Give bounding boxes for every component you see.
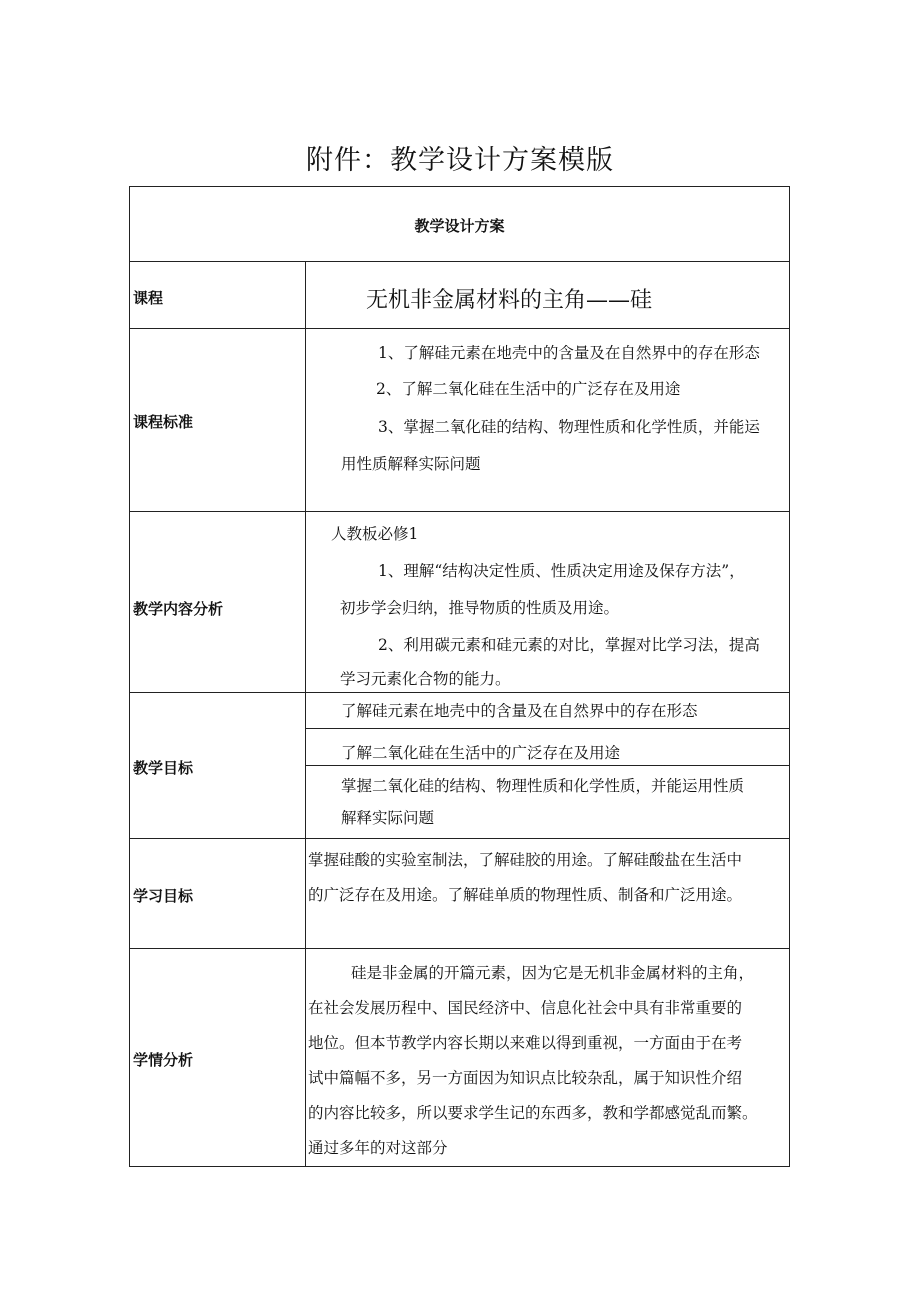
row-divider — [130, 838, 789, 839]
learner-analysis-line: 地位。但本节教学内容长期以来难以得到重视，一方面由于在考 — [308, 1034, 743, 1052]
teaching-goal-1: 了解硅元素在地壳中的含量及在自然界中的存在形态 — [341, 702, 698, 720]
document-title: 附件：教学设计方案模版 — [306, 145, 614, 176]
row-divider — [130, 948, 789, 949]
row-divider — [306, 765, 789, 766]
course-name: 无机非金属材料的主角——硅 — [366, 288, 653, 313]
content-analysis-label: 教学内容分析 — [133, 600, 224, 618]
standard-line: 2、了解二氧化硅在生活中的广泛存在及用途 — [376, 380, 681, 398]
row-divider — [130, 261, 789, 262]
course-label: 课程 — [133, 289, 164, 307]
teaching-goals-label: 教学目标 — [133, 759, 194, 777]
content-analysis-line: 2、利用碳元素和硅元素的对比，掌握对比学习法，提高 — [378, 636, 760, 654]
row-divider — [306, 728, 789, 729]
standard-line: 1、了解硅元素在地壳中的含量及在自然界中的存在形态 — [378, 344, 760, 362]
learning-goals-line: 掌握硅酸的实验室制法，了解硅胶的用途。了解硅酸盐在生活中 — [308, 851, 743, 869]
row-divider — [130, 328, 789, 329]
teaching-goal-3-line: 掌握二氧化硅的结构、物理性质和化学性质，并能运用性质 — [341, 777, 745, 795]
learner-analysis-label: 学情分析 — [133, 1051, 194, 1069]
standard-line: 3、掌握二氧化硅的结构、物理性质和化学性质，并能运 — [378, 418, 760, 436]
learning-goals-label: 学习目标 — [133, 887, 194, 905]
learner-analysis-line: 在社会发展历程中、国民经济中、信息化社会中具有非常重要的 — [308, 999, 743, 1017]
content-analysis-line: 1、理解“结构决定性质、性质决定用途及保存方法”， — [378, 562, 745, 580]
learner-analysis-line: 硅是非金属的开篇元素，因为它是无机非金属材料的主角， — [351, 964, 755, 982]
teaching-goal-3-line: 解释实际问题 — [341, 809, 435, 827]
standard-line: 用性质解释实际问题 — [341, 455, 481, 473]
learner-analysis-line: 试中篇幅不多，另一方面因为知识点比较杂乱，属于知识性介绍 — [308, 1069, 743, 1087]
content-analysis-line: 人教板必修1 — [331, 525, 419, 543]
row-divider — [130, 511, 789, 512]
column-divider — [305, 261, 306, 1166]
content-analysis-line: 初步学会归纳，推导物质的性质及用途。 — [340, 599, 620, 617]
learner-analysis-line: 通过多年的对这部分 — [308, 1139, 448, 1157]
row-divider — [130, 692, 789, 693]
learner-analysis-line: 的内容比较多，所以要求学生记的东西多，教和学都感觉乱而繁。 — [308, 1104, 758, 1122]
table-header: 教学设计方案 — [414, 217, 505, 235]
standard-label: 课程标准 — [133, 413, 194, 431]
teaching-goal-2: 了解二氧化硅在生活中的广泛存在及用途 — [341, 744, 621, 762]
learning-goals-line: 的广泛存在及用途。了解硅单质的物理性质、制备和广泛用途。 — [308, 886, 743, 904]
teaching-plan-table — [129, 186, 790, 1167]
content-analysis-line: 学习元素化合物的能力。 — [340, 670, 511, 688]
